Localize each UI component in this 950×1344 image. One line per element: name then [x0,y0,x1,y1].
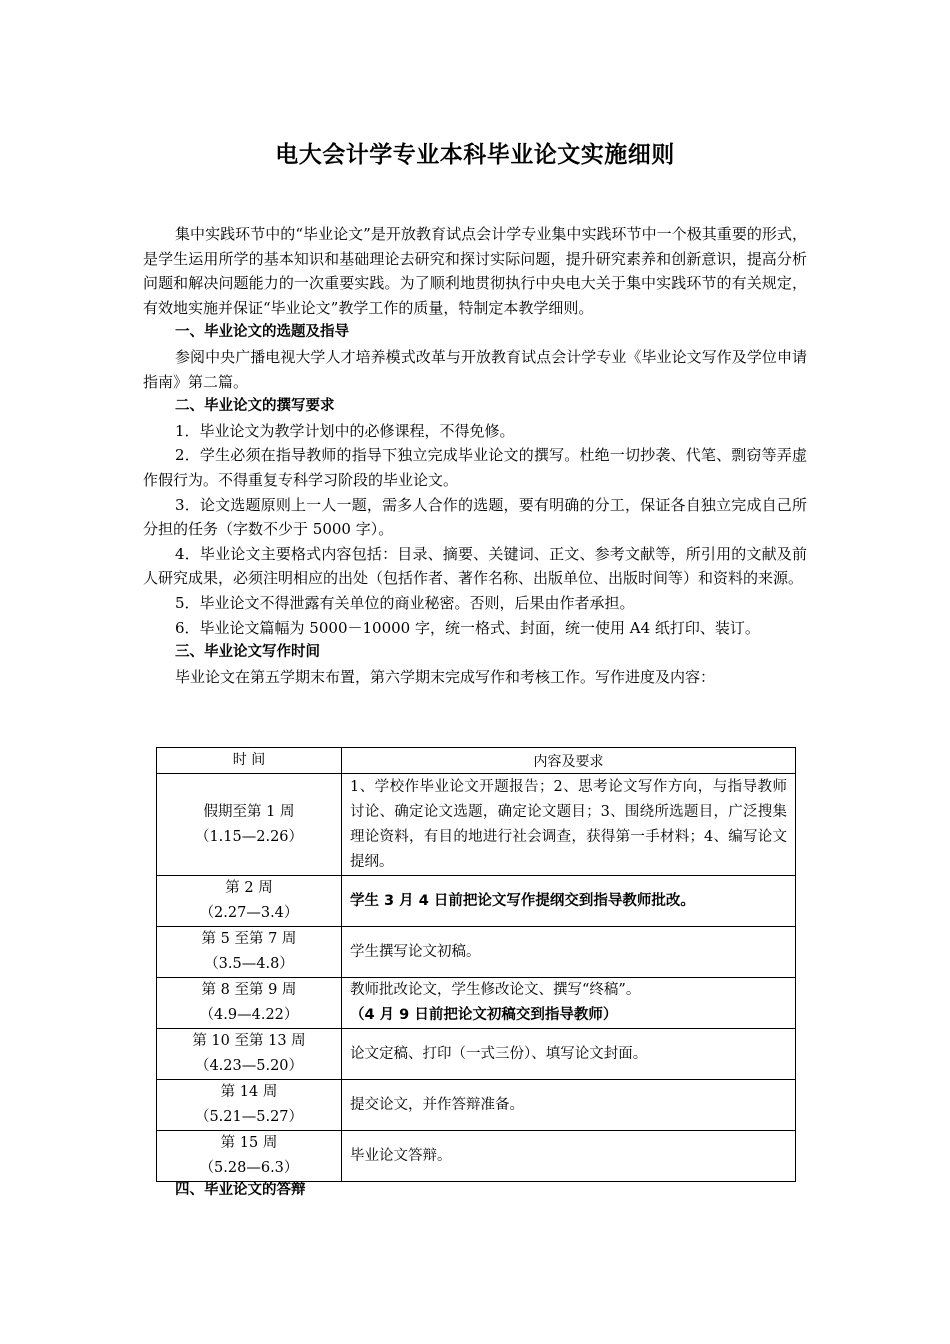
content-cell: 提交论文，并作答辩准备。 [342,1080,796,1131]
section-1-heading: 一、毕业论文的选题及指导 [175,324,349,341]
section-4-block [143,1178,807,1202]
date-range: （3.5—4.8） [204,956,294,972]
requirement-item: 5．毕业论文不得泄露有关单位的商业秘密。否则，后果由作者承担。 [175,593,635,612]
date-range: （1.15—2.26） [194,828,304,845]
document-body [143,222,807,689]
time-cell [157,978,342,1029]
time-cell [157,1080,342,1131]
requirement-item: 4．毕业论文主要格式内容包括：目录、摘要、关键词、正文、参考文献等，所引用的文献及前人研究成果，必须注明相应的出处（包括作者、著作名称、出版单位、出版时间等）和资料的来源。 [143,544,807,588]
content-cell: 1、学校作毕业论文开题报告；2、思考论文写作方向，与指导教师讨论、确定论文选题，确定论文题目；3、围绕所选题目，广泛搜集理论资料，有目的地进行社会调查，获得第一手材料；4、编写论文提纲。 [342,774,796,876]
week-label: 第 10 至第 13 周 [192,1033,306,1049]
week-label: 第 15 周 [220,1135,278,1151]
table-row [157,876,796,927]
table-row [157,978,796,1029]
table-row [157,927,796,978]
section-3-text: 毕业论文在第五学期末布置，第六学期末完成写作和考核工作。写作进度及内容： [175,667,716,686]
requirement-item: 1．毕业论文为教学计划中的必修课程，不得免修。 [175,421,515,440]
date-range: （2.27—3.4） [199,905,299,921]
content-text: 教师批改论文，学生修改论文、撰写“终稿”。 [350,982,641,998]
time-cell [157,1131,342,1182]
table-row [157,1029,796,1080]
column-header-content: 内容及要求 [342,748,796,774]
week-label: 第 8 至第 9 周 [201,982,297,998]
time-cell [157,927,342,978]
document-title: 电大会计学专业本科毕业论文实施细则 [275,142,675,168]
content-note-bold: （4 月 9 日前把论文初稿交到指导教师） [350,1007,618,1023]
time-cell [157,876,342,927]
content-cell: 学生撰写论文初稿。 [342,927,796,978]
week-label: 假期至第 1 周 [203,803,295,820]
section-4-heading: 四、毕业论文的答辩 [175,1182,306,1198]
week-label: 第 14 周 [220,1084,278,1100]
content-cell [342,978,796,1029]
content-cell-bold: 学生 3 月 4 日前把论文写作提纲交到指导教师批改。 [342,876,796,927]
schedule-table [156,747,796,1182]
table-row [157,1080,796,1131]
date-range: （5.28—6.3） [199,1160,299,1176]
table-row [157,1131,796,1182]
time-cell [157,1029,342,1080]
intro-paragraph: 集中实践环节中的“毕业论文”是开放教育试点会计学专业集中实践环节中一个极其重要的形式，是学生运用所学的基本知识和基础理论去研究和探讨实际问题，提升研究素养和创新意识，提高分析问题和解决问题能力的一次重要实践。为了顺利地贯彻执行中央电大关于集中实践环节的有关规定，有效地实施并保证“毕业论文”教学工作的质量，特制定本教学细则。 [143,225,807,317]
requirement-item: 6．毕业论文篇幅为 5000－10000 字，统一格式、封面，统一使用 A4 纸打印、装订。 [175,618,760,637]
time-cell [157,774,342,876]
table-row [157,774,796,876]
date-range: （4.9—4.22） [199,1007,299,1023]
column-header-time: 时 间 [157,748,342,774]
content-cell: 论文定稿、打印（一式三份）、填写论文封面。 [342,1029,796,1080]
requirement-item: 3．论文选题原则上一人一题，需多人合作的选题，要有明确的分工，保证各自独立完成自己所分担的任务（字数不少于 5000 字）。 [143,495,807,539]
section-1-text: 参阅中央广播电视大学人才培养模式改革与开放教育试点会计学专业《毕业论文写作及学位申请指南》第二篇。 [143,347,807,391]
requirement-item: 2．学生必须在指导教师的指导下独立完成毕业论文的撰写。杜绝一切抄袭、代笔、剽窃等弄虚作假行为。不得重复专科学习阶段的毕业论文。 [143,446,807,489]
section-3-heading: 三、毕业论文写作时间 [175,644,320,661]
table-header-row [157,748,796,774]
week-label: 第 5 至第 7 周 [201,931,297,947]
date-range: （4.23—5.20） [194,1058,304,1074]
week-label: 第 2 周 [225,880,273,896]
content-cell: 毕业论文答辩。 [342,1131,796,1182]
section-2-heading: 二、毕业论文的撰写要求 [175,398,335,415]
date-range: （5.21—5.27） [194,1109,304,1125]
